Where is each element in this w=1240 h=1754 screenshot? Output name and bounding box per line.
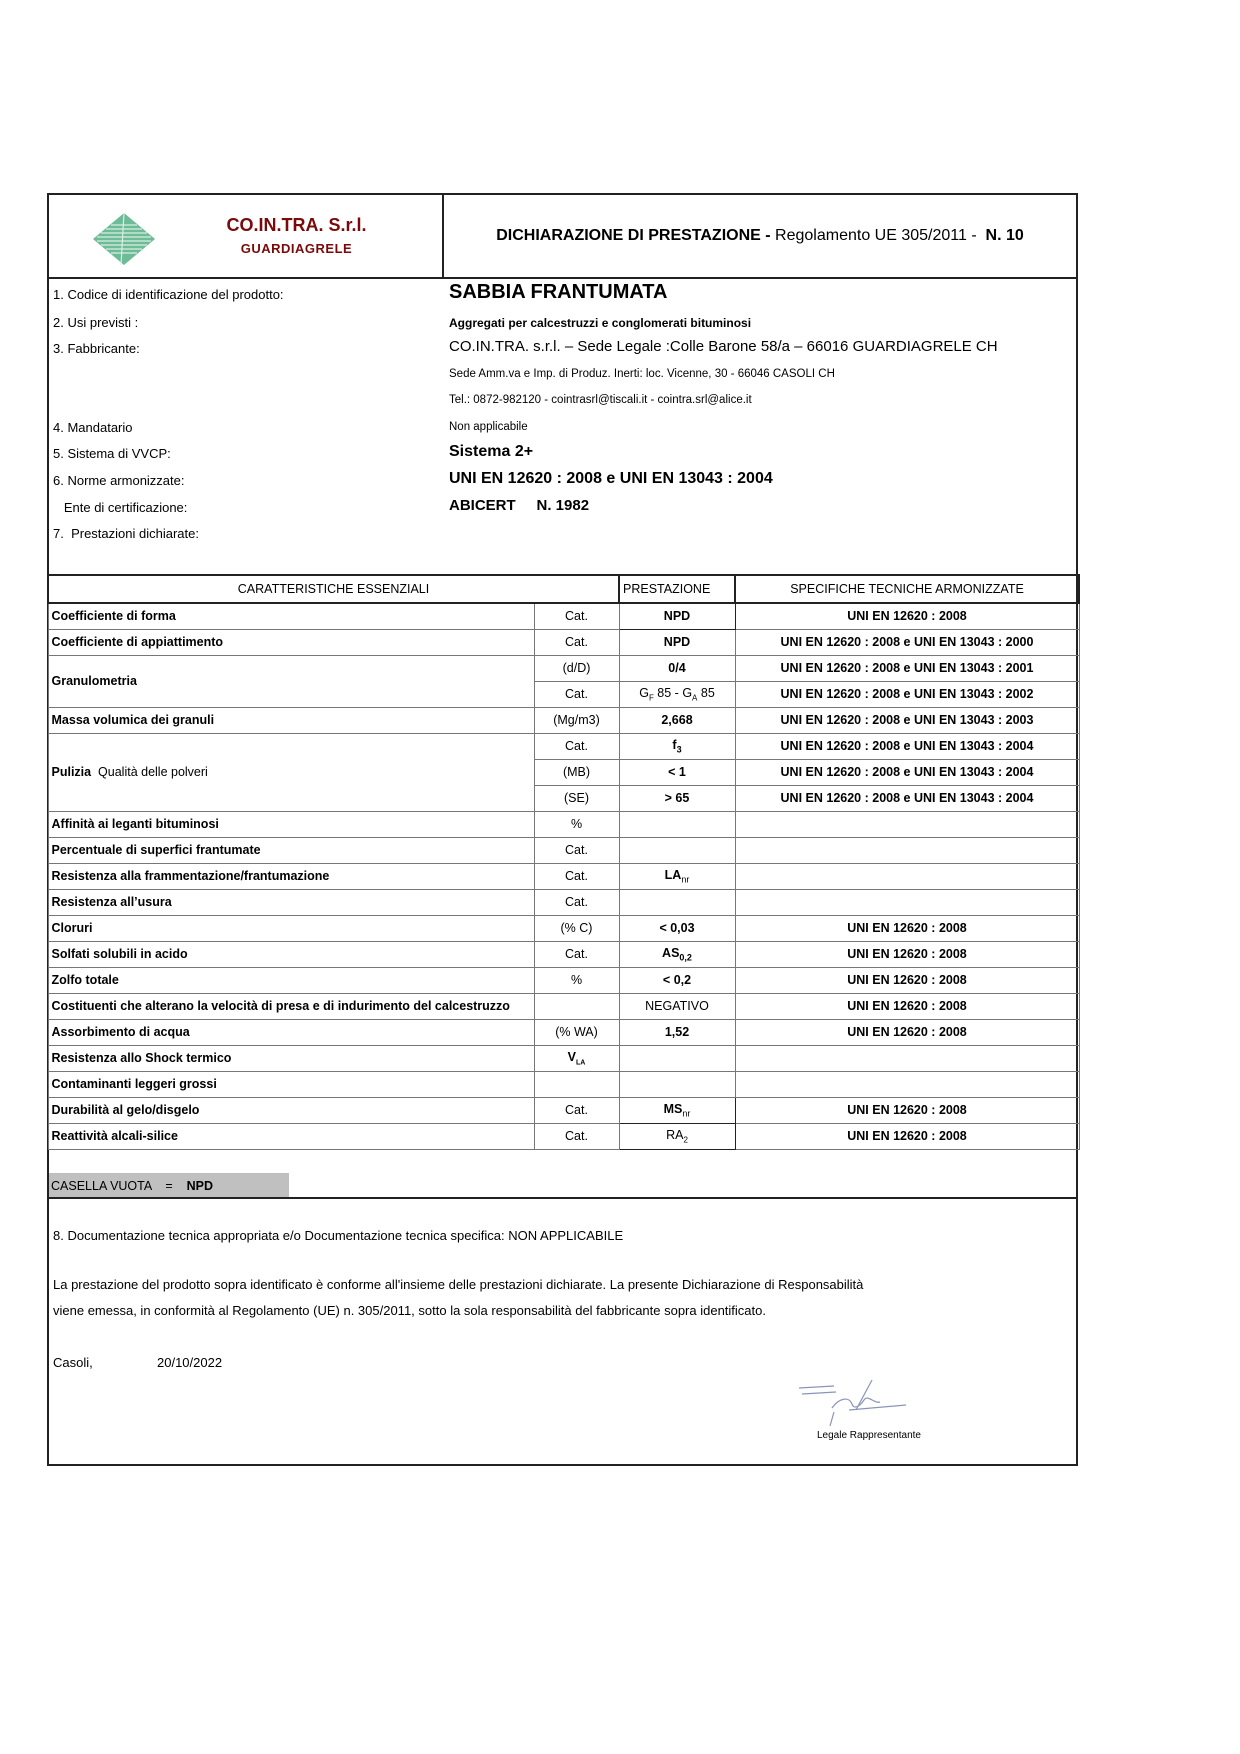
legend-label: CASELLA VUOTA = — [51, 1179, 187, 1193]
performance-table — [47, 574, 1080, 1150]
field-label-mandatary: 4. Mandatario — [53, 420, 133, 435]
perf-sub: 2 — [683, 1135, 688, 1145]
row-performance — [619, 681, 735, 707]
row-performance — [619, 837, 735, 863]
row-performance: < 0,2 — [619, 967, 735, 993]
unit-main: V — [567, 1049, 576, 1064]
row-standard: UNI EN 12620 : 2008 e UNI EN 13043 : 2004 — [735, 785, 1079, 811]
row-name: Granulometria — [48, 655, 534, 707]
row-unit: Cat. — [534, 889, 619, 915]
row-unit — [534, 1045, 619, 1071]
manufacturer-address: Sede Amm.va e Imp. di Produz. Inerti: loc. Vicenne, 30 - 66046 CASOLI CH — [449, 368, 835, 380]
field-label-avcp-system: 5. Sistema di VVCP: — [53, 446, 171, 461]
title-regulation: Regolamento UE 305/2011 - — [770, 227, 982, 244]
manufacturer-contacts: Tel.: 0872-982120 - cointrasrl@tiscali.it - cointra.srl@alice.it — [449, 394, 752, 406]
table-row — [48, 1019, 1079, 1045]
field-label-declared-performance: 7. Prestazioni dichiarate: — [53, 526, 199, 541]
row-name: Durabilità al gelo/disgelo — [48, 1097, 534, 1123]
title-bold: DICHIARAZIONE DI PRESTAZIONE - — [496, 227, 771, 244]
perf-main: LA — [664, 867, 682, 882]
row-standard — [735, 837, 1079, 863]
row-performance: > 65 — [619, 785, 735, 811]
table-row — [48, 941, 1079, 967]
row-name: Contaminanti leggeri grossi — [48, 1071, 534, 1097]
row-standard: UNI EN 12620 : 2008 — [735, 915, 1079, 941]
row-unit: % — [534, 967, 619, 993]
row-name: Zolfo totale — [48, 967, 534, 993]
row-standard — [735, 863, 1079, 889]
row-name: Affinità ai leganti bituminosi — [48, 811, 534, 837]
signature-icon — [794, 1378, 914, 1428]
table-row — [48, 967, 1079, 993]
row-performance — [619, 1071, 735, 1097]
row-name: Assorbimento di acqua — [48, 1019, 534, 1045]
row-standard — [735, 1071, 1079, 1097]
row-performance — [619, 733, 735, 759]
col-header-standards: SPECIFICHE TECNICHE ARMONIZZATE — [735, 575, 1079, 603]
row-standard: UNI EN 12620 : 2008 — [735, 941, 1079, 967]
table-row — [48, 915, 1079, 941]
unit-sub: LA — [576, 1059, 586, 1067]
row-performance — [619, 1097, 735, 1123]
row-unit: (Mg/m3) — [534, 707, 619, 733]
field-label-product-code: 1. Codice di identificazione del prodotto: — [53, 287, 284, 302]
mandatary-value: Non applicabile — [449, 421, 528, 433]
row-name: Resistenza allo Shock termico — [48, 1045, 534, 1071]
certification-body-value: ABICERT N. 1982 — [449, 497, 590, 514]
perf-sub: F — [648, 693, 654, 703]
company-block — [49, 195, 444, 277]
perf-mid: 85 - G — [653, 685, 693, 700]
row-standard: UNI EN 12620 : 2008 e UNI EN 13043 : 2004 — [735, 759, 1079, 785]
row-unit — [534, 1071, 619, 1097]
technical-documentation-line: 8. Documentazione tecnica appropriata e/o Documentazione tecnica specifica: NON APPLICABILE — [53, 1228, 624, 1243]
conformity-statement-2: viene emessa, in conformità al Regolamento (UE) n. 305/2011, sotto la sola responsabilità del fabbricante sopra identificato. — [53, 1303, 766, 1318]
perf-sub: nr — [681, 874, 690, 885]
row-standard: UNI EN 12620 : 2008 — [735, 603, 1079, 629]
manufacturer-value: CO.IN.TRA. s.r.l. – Sede Legale :Colle Barone 58/a – 66016 GUARDIAGRELE CH — [449, 338, 998, 355]
row-unit — [534, 993, 619, 1019]
row-standard: UNI EN 12620 : 2008 — [735, 967, 1079, 993]
avcp-system-value: Sistema 2+ — [449, 443, 534, 460]
row-standard: UNI EN 12620 : 2008 e UNI EN 13043 : 2001 — [735, 655, 1079, 681]
row-performance — [619, 811, 735, 837]
conformity-statement-1: La prestazione del prodotto sopra identificato è conforme all'insieme delle prestazioni dichiarate. La presente Dichiarazione di Responsabilità — [53, 1277, 864, 1292]
document-title — [444, 195, 1076, 277]
table-row — [48, 811, 1079, 837]
row-unit: Cat. — [534, 863, 619, 889]
row-unit: Cat. — [534, 1097, 619, 1123]
field-label-manufacturer: 3. Fabbricante: — [53, 341, 140, 356]
row-unit: (d/D) — [534, 655, 619, 681]
company-city: GUARDIAGRELE — [240, 241, 353, 256]
perf-sub: 0,2 — [679, 952, 692, 963]
legend-box — [49, 1173, 289, 1197]
row-standard — [735, 889, 1079, 915]
row-unit: Cat. — [534, 681, 619, 707]
row-unit: Cat. — [534, 733, 619, 759]
table-header-row — [48, 575, 1079, 603]
perf-sub: A — [692, 693, 698, 703]
perf-sub: 3 — [676, 744, 682, 755]
row-standard: UNI EN 12620 : 2008 e UNI EN 13043 : 2003 — [735, 707, 1079, 733]
row-performance: < 1 — [619, 759, 735, 785]
table-row — [48, 733, 1079, 759]
field-label-certification-body: Ente di certificazione: — [53, 500, 188, 515]
row-performance — [619, 1045, 735, 1071]
perf-main: MS — [663, 1101, 683, 1116]
row-name: Percentuale di superfici frantumate — [48, 837, 534, 863]
legend-value: NPD — [186, 1179, 213, 1193]
harmonised-standards-value: UNI EN 12620 : 2008 e UNI EN 13043 : 2004 — [449, 470, 773, 487]
row-performance — [619, 1123, 735, 1149]
perf-main: f — [672, 737, 677, 752]
table-row — [48, 1097, 1079, 1123]
table-row — [48, 655, 1079, 681]
field-label-harmonised-standards: 6. Norme armonizzate: — [53, 473, 185, 488]
table-row — [48, 1071, 1079, 1097]
table-row — [48, 889, 1079, 915]
perf-end: 85 — [697, 685, 715, 700]
signing-date: 20/10/2022 — [157, 1355, 223, 1370]
table-row — [48, 863, 1079, 889]
row-performance — [619, 941, 735, 967]
row-name: Resistenza alla frammentazione/frantumazione — [48, 863, 534, 889]
table-row — [48, 1045, 1079, 1071]
row-unit: (% WA) — [534, 1019, 619, 1045]
row-name: Costituenti che alterano la velocità di presa e di indurimento del calcestruzzo — [48, 993, 534, 1019]
row-unit: Cat. — [534, 941, 619, 967]
row-standard: UNI EN 12620 : 2008 e UNI EN 13043 : 2002 — [735, 681, 1079, 707]
col-header-characteristics: CARATTERISTICHE ESSENZIALI — [48, 575, 619, 603]
row-name — [48, 733, 534, 811]
row-standard — [735, 1045, 1079, 1071]
row-name: Coefficiente di appiattimento — [48, 629, 534, 655]
row-unit: Cat. — [534, 603, 619, 629]
perf-main: AS — [662, 945, 680, 960]
row-name: Reattività alcali-silice — [48, 1123, 534, 1149]
row-standard — [735, 811, 1079, 837]
row-performance: NPD — [619, 603, 735, 629]
perf-main: G — [639, 685, 649, 700]
company-logo-icon — [91, 211, 157, 267]
row-unit: % — [534, 811, 619, 837]
row-name-bold: Pulizia — [51, 765, 92, 779]
intended-uses-value: Aggregati per calcestruzzi e conglomerati bituminosi — [449, 316, 752, 330]
perf-main: RA — [666, 1127, 684, 1142]
row-name: Coefficiente di forma — [48, 603, 534, 629]
title-number: N. 10 — [981, 227, 1024, 244]
declaration-document — [47, 193, 1078, 1466]
table-row — [48, 707, 1079, 733]
row-unit: Cat. — [534, 629, 619, 655]
company-name: CO.IN.TRA. S.r.l. — [226, 215, 367, 235]
row-standard: UNI EN 12620 : 2008 e UNI EN 13043 : 2000 — [735, 629, 1079, 655]
table-row — [48, 993, 1079, 1019]
row-name: Resistenza all’usura — [48, 889, 534, 915]
row-standard: UNI EN 12620 : 2008 e UNI EN 13043 : 2004 — [735, 733, 1079, 759]
row-performance: NPD — [619, 629, 735, 655]
row-standard: UNI EN 12620 : 2008 — [735, 1123, 1079, 1149]
row-unit: (MB) — [534, 759, 619, 785]
empty-cell-legend — [49, 1173, 1076, 1199]
field-label-intended-uses: 2. Usi previsti : — [53, 315, 139, 330]
row-performance — [619, 889, 735, 915]
row-standard: UNI EN 12620 : 2008 — [735, 1019, 1079, 1045]
row-name: Solfati solubili in acido — [48, 941, 534, 967]
table-row — [48, 629, 1079, 655]
product-name: SABBIA FRANTUMATA — [449, 281, 668, 303]
row-unit: Cat. — [534, 837, 619, 863]
row-performance — [619, 863, 735, 889]
table-row — [48, 1123, 1079, 1149]
table-row — [48, 837, 1079, 863]
legal-representative-label: Legale Rappresentante — [817, 1430, 921, 1441]
row-unit: Cat. — [534, 1123, 619, 1149]
table-row — [48, 603, 1079, 629]
row-performance: 2,668 — [619, 707, 735, 733]
signing-place: Casoli, — [53, 1355, 93, 1370]
row-standard: UNI EN 12620 : 2008 — [735, 1097, 1079, 1123]
col-header-performance: PRESTAZIONE — [619, 575, 735, 603]
row-unit: (SE) — [534, 785, 619, 811]
row-performance: 0/4 — [619, 655, 735, 681]
row-performance: NEGATIVO — [619, 993, 735, 1019]
row-standard: UNI EN 12620 : 2008 — [735, 993, 1079, 1019]
row-name: Cloruri — [48, 915, 534, 941]
row-performance: < 0,03 — [619, 915, 735, 941]
document-header — [49, 195, 1076, 279]
row-name: Massa volumica dei granuli — [48, 707, 534, 733]
row-unit: (% C) — [534, 915, 619, 941]
perf-sub: nr — [682, 1108, 691, 1119]
row-name-extra: Qualità delle polveri — [91, 765, 208, 779]
row-performance: 1,52 — [619, 1019, 735, 1045]
